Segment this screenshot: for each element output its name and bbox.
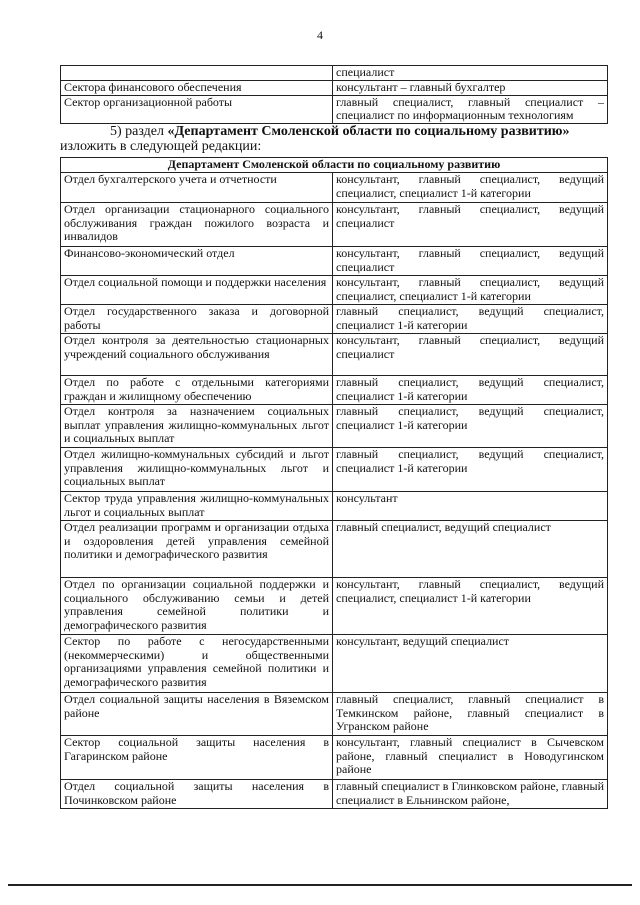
table-row	[61, 405, 608, 448]
page-bottom-rule	[8, 884, 632, 886]
positions-cell: консультант, ведущий специалист	[333, 635, 608, 693]
positions-cell: главный специалист, ведущий специалист, специалист 1-й категории	[333, 305, 608, 334]
table-row	[61, 247, 608, 276]
unit-cell: Отдел реализации программ и организации отдыха и оздоровления детей управления семейной политики и демографического развития	[61, 521, 333, 578]
table-row	[61, 693, 608, 736]
positions-cell: консультант, главный специалист, ведущий специалист	[333, 247, 608, 276]
unit-cell: Отдел организации стационарного социального обслуживания граждан пожилого возраста и инвалидов	[61, 203, 333, 247]
positions-cell: консультант, главный специалист, ведущий специалист	[333, 203, 608, 247]
positions-cell: главный специалист, ведущий специалист, специалист 1-й категории	[333, 448, 608, 492]
department-header: Департамент Смоленской области по социальному развитию	[61, 158, 608, 173]
table-row	[61, 81, 608, 96]
table-row	[61, 173, 608, 203]
unit-cell	[61, 66, 333, 81]
unit-cell: Отдел по организации социальной поддержки и социального обслуживанию семьи и детей управления семейной политики и демографического развития	[61, 578, 333, 635]
unit-cell: Отдел жилищно-коммунальных субсидий и льгот управления жилищно-коммунальных льгот и социальных выплат	[61, 448, 333, 492]
unit-cell: Отдел государственного заказа и договорной работы	[61, 305, 333, 334]
table-row	[61, 492, 608, 521]
unit-cell: Отдел по работе с отдельными категориями граждан и жилищному обеспечению	[61, 376, 333, 405]
positions-cell: главный специалист, главный специалист в Темкинском районе, главный специалист в Угранском районе	[333, 693, 608, 736]
table-row	[61, 203, 608, 247]
positions-cell: консультант, главный специалист, ведущий специалист, специалист 1-й категории	[333, 276, 608, 305]
table-row	[61, 635, 608, 693]
positions-cell: специалист	[333, 66, 608, 81]
unit-cell: Отдел контроля за деятельностью стационарных учреждений социального обслуживания	[61, 334, 333, 376]
page-number: 4	[317, 28, 323, 42]
table-row	[61, 334, 608, 376]
table-row	[61, 780, 608, 809]
unit-cell: Отдел контроля за назначением социальных выплат управления жилищно-коммунальных льгот и социальных выплат	[61, 405, 333, 448]
heading-prefix: 5) раздел	[110, 124, 168, 139]
unit-cell: Сектор труда управления жилищно-коммунальных льгот и социальных выплат	[61, 492, 333, 521]
table-row	[61, 448, 608, 492]
positions-cell: главный специалист, ведущий специалист	[333, 521, 608, 578]
unit-cell: Отдел социальной защиты населения в Вяземском районе	[61, 693, 333, 736]
unit-cell: Сектор социальной защиты населения в Гагаринском районе	[61, 736, 333, 780]
table-row	[61, 736, 608, 780]
positions-cell: главный специалист, ведущий специалист, специалист 1-й категории	[333, 405, 608, 448]
positions-cell: главный специалист, главный специалист – специалист по информационным технологиям	[333, 95, 608, 123]
heading-department: «Департамент Смоленской области по социальному развитию»	[167, 124, 570, 139]
unit-cell: Финансово-экономический отдел	[61, 247, 333, 276]
positions-cell: консультант	[333, 492, 608, 521]
table-row	[61, 578, 608, 635]
positions-cell: консультант, главный специалист, ведущий специалист	[333, 334, 608, 376]
heading-suffix: изложить в следующей редакции:	[60, 139, 262, 154]
unit-cell: Сектор организационной работы	[61, 95, 333, 123]
positions-cell: консультант, главный специалист в Сычевском районе, главный специалист в Новодугинском районе	[333, 736, 608, 780]
table-row	[61, 95, 608, 123]
unit-cell: Сектора финансового обеспечения	[61, 81, 333, 96]
unit-cell: Отдел социальной защиты населения в Починковском районе	[61, 780, 333, 809]
table-row	[61, 521, 608, 578]
table-row	[61, 276, 608, 305]
department-header-row	[61, 158, 608, 173]
positions-cell: консультант – главный бухгалтер	[333, 81, 608, 96]
positions-cell: главный специалист в Глинковском районе, главный специалист в Ельнинском районе,	[333, 780, 608, 809]
positions-cell: консультант, главный специалист, ведущий специалист, специалист 1-й категории	[333, 173, 608, 203]
department-table	[60, 157, 608, 809]
unit-cell: Сектор по работе с негосударственными (некоммерческими) и общественными организациями управления семейной политики и демографического развития	[61, 635, 333, 693]
positions-cell: консультант, главный специалист, ведущий специалист, специалист 1-й категории	[333, 578, 608, 635]
section-heading	[60, 124, 607, 154]
table-row	[61, 376, 608, 405]
table-row	[61, 66, 608, 81]
table-row	[61, 305, 608, 334]
top-table	[60, 65, 608, 124]
unit-cell: Отдел бухгалтерского учета и отчетности	[61, 173, 333, 203]
positions-cell: главный специалист, ведущий специалист, специалист 1-й категории	[333, 376, 608, 405]
unit-cell: Отдел социальной помощи и поддержки населения	[61, 276, 333, 305]
